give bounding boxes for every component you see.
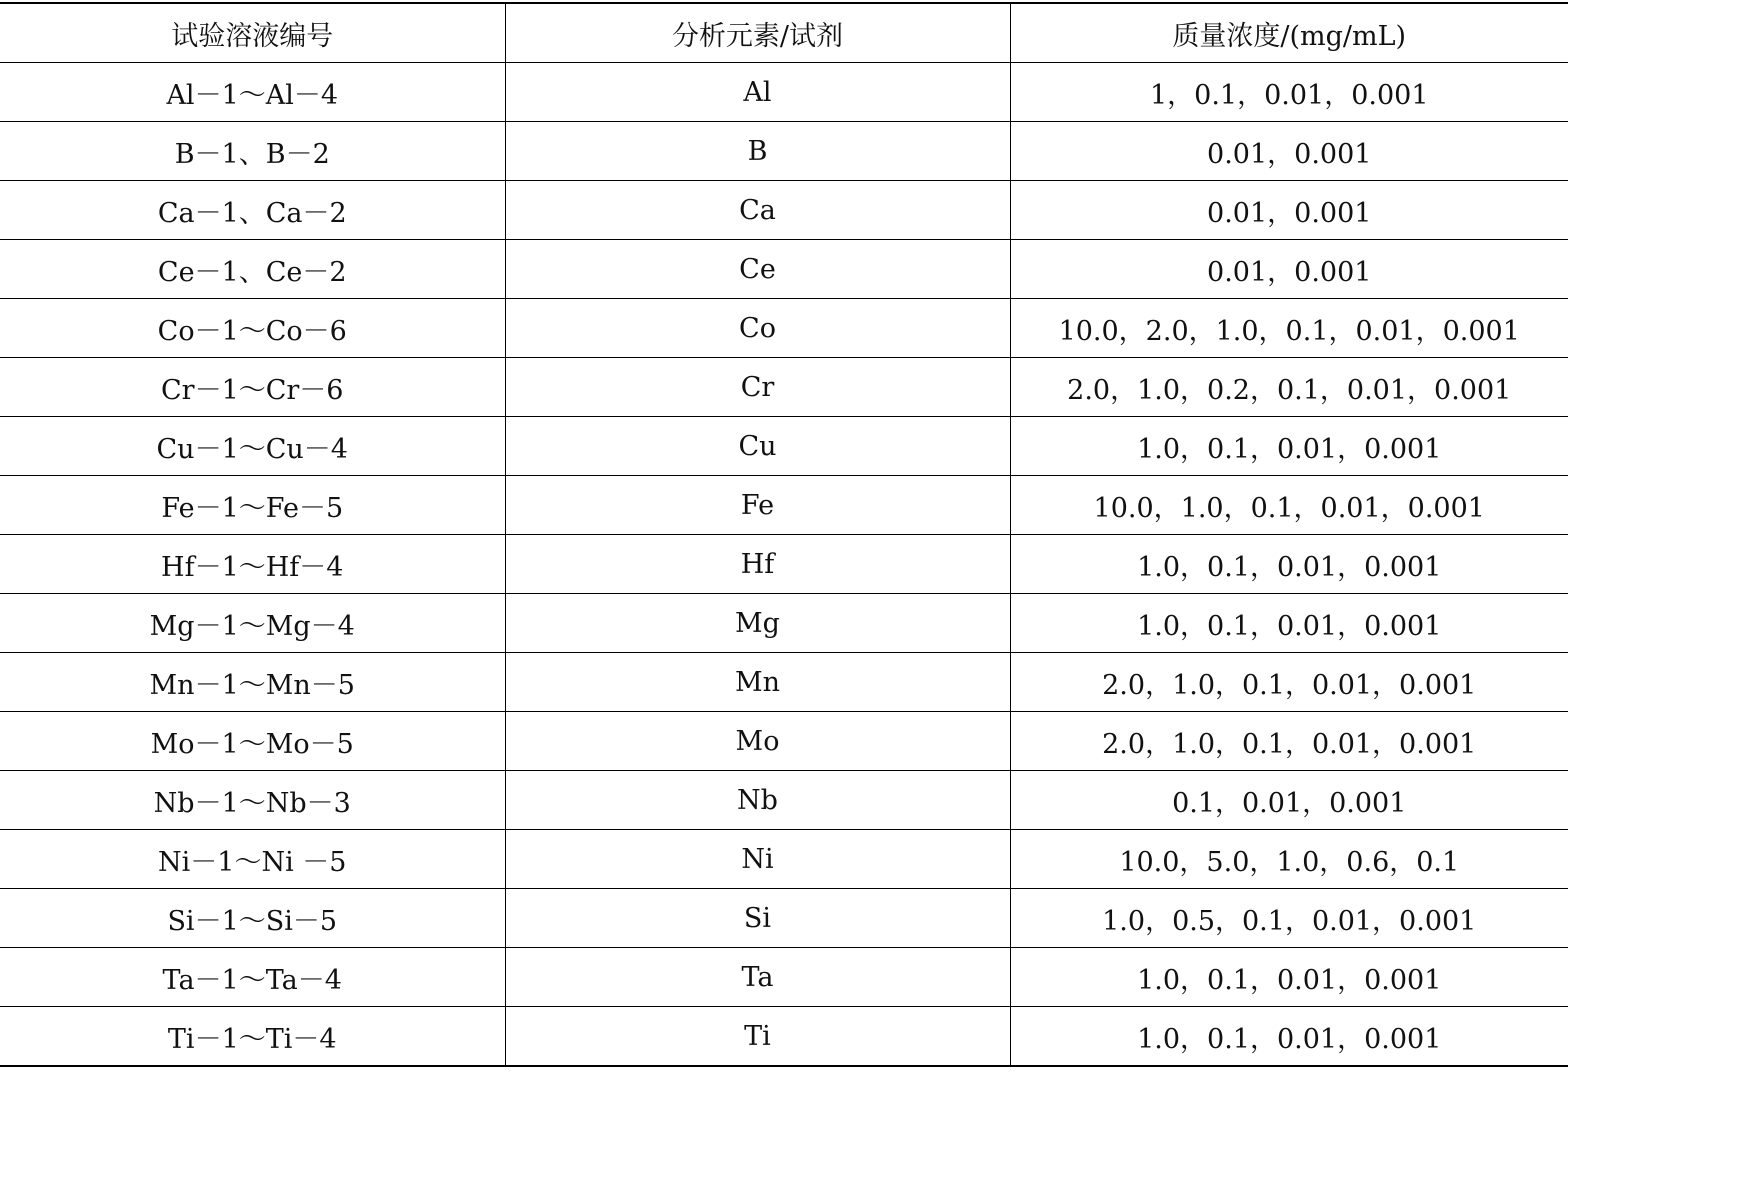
cell-element: Al [505,63,1010,122]
table-body [0,63,1568,1067]
cell-concentration: 1.0，0.1，0.01，0.001 [1010,948,1568,1007]
cell-element: Mg [505,594,1010,653]
cell-element: Fe [505,476,1010,535]
solution-concentration-table [0,2,1568,1067]
table-header [0,3,1568,63]
cell-concentration: 1.0，0.1，0.01，0.001 [1010,1007,1568,1067]
cell-concentration: 10.0，5.0，1.0，0.6，0.1 [1010,830,1568,889]
table-row [0,653,1568,712]
cell-concentration: 0.01，0.001 [1010,122,1568,181]
cell-element: Mn [505,653,1010,712]
table-row [0,830,1568,889]
cell-concentration: 10.0，1.0，0.1，0.01，0.001 [1010,476,1568,535]
cell-concentration: 1.0，0.1，0.01，0.001 [1010,594,1568,653]
table-row [0,771,1568,830]
cell-solution-id: Ca－1、Ca－2 [0,181,505,240]
header-solution-id: 试验溶液编号 [0,3,505,63]
cell-solution-id: Mn－1～Mn－5 [0,653,505,712]
cell-element: Cr [505,358,1010,417]
table-row [0,948,1568,1007]
cell-solution-id: Al－1～Al－4 [0,63,505,122]
header-row [0,3,1568,63]
table-row [0,240,1568,299]
cell-solution-id: Mo－1～Mo－5 [0,712,505,771]
table-row [0,476,1568,535]
table-row [0,1007,1568,1067]
cell-concentration: 1.0，0.5，0.1，0.01，0.001 [1010,889,1568,948]
cell-concentration: 2.0，1.0，0.1，0.01，0.001 [1010,653,1568,712]
cell-solution-id: Hf－1～Hf－4 [0,535,505,594]
cell-solution-id: Ta－1～Ta－4 [0,948,505,1007]
cell-solution-id: Mg－1～Mg－4 [0,594,505,653]
cell-concentration: 0.01，0.001 [1010,181,1568,240]
cell-element: B [505,122,1010,181]
table-row [0,712,1568,771]
cell-element: Hf [505,535,1010,594]
cell-element: Si [505,889,1010,948]
table-row [0,889,1568,948]
table-row [0,535,1568,594]
cell-element: Ca [505,181,1010,240]
cell-solution-id: Ti－1～Ti－4 [0,1007,505,1067]
cell-concentration: 1，0.1，0.01，0.001 [1010,63,1568,122]
cell-concentration: 2.0，1.0，0.2，0.1，0.01，0.001 [1010,358,1568,417]
table-row [0,417,1568,476]
table-row [0,594,1568,653]
cell-element: Ce [505,240,1010,299]
header-mass-concentration: 质量浓度/(mg/mL) [1010,3,1568,63]
cell-element: Nb [505,771,1010,830]
cell-element: Mo [505,712,1010,771]
cell-solution-id: Cr－1～Cr－6 [0,358,505,417]
table-row [0,181,1568,240]
table-row [0,63,1568,122]
table-row [0,299,1568,358]
cell-concentration: 0.01，0.001 [1010,240,1568,299]
header-element-reagent: 分析元素/试剂 [505,3,1010,63]
cell-solution-id: B－1、B－2 [0,122,505,181]
cell-element: Ni [505,830,1010,889]
cell-solution-id: Fe－1～Fe－5 [0,476,505,535]
cell-concentration: 10.0，2.0，1.0，0.1，0.01，0.001 [1010,299,1568,358]
cell-element: Ti [505,1007,1010,1067]
table-row [0,358,1568,417]
cell-solution-id: Ce－1、Ce－2 [0,240,505,299]
table-row [0,122,1568,181]
cell-concentration: 1.0，0.1，0.01，0.001 [1010,535,1568,594]
cell-concentration: 2.0，1.0，0.1，0.01，0.001 [1010,712,1568,771]
cell-element: Co [505,299,1010,358]
cell-solution-id: Nb－1～Nb－3 [0,771,505,830]
cell-element: Ta [505,948,1010,1007]
cell-concentration: 0.1，0.01，0.001 [1010,771,1568,830]
cell-solution-id: Cu－1～Cu－4 [0,417,505,476]
cell-concentration: 1.0，0.1，0.01，0.001 [1010,417,1568,476]
cell-solution-id: Co－1～Co－6 [0,299,505,358]
cell-solution-id: Ni－1～Ni －5 [0,830,505,889]
cell-solution-id: Si－1～Si－5 [0,889,505,948]
cell-element: Cu [505,417,1010,476]
